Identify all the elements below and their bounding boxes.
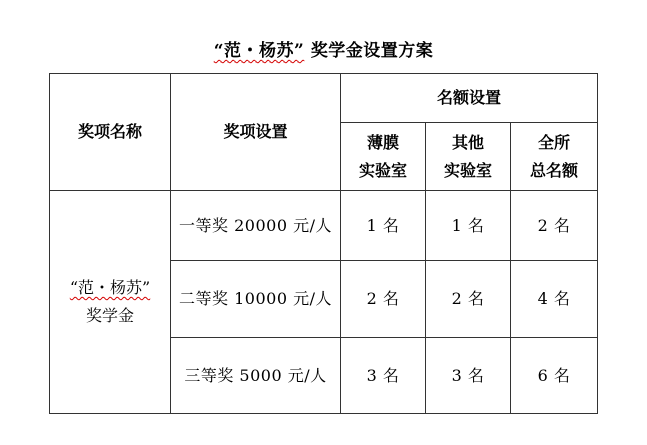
header-award-name: 奖项名称 <box>50 74 171 191</box>
table-row <box>50 191 598 261</box>
award-setting-second: 二等奖 10000 元/人 <box>171 261 341 338</box>
header-lab2-line1: 其他 <box>451 132 484 152</box>
total-quota-second: 4 名 <box>511 261 598 338</box>
header-lab1-line1: 薄膜 <box>366 132 399 152</box>
award-setting-first: 一等奖 20000 元/人 <box>171 191 341 261</box>
lab1-quota-third: 3 名 <box>341 338 426 414</box>
lab2-quota-first: 1 名 <box>426 191 511 261</box>
award-name-line2: 奖学金 <box>85 306 134 325</box>
header-lab2 <box>426 123 511 191</box>
total-quota-third: 6 名 <box>511 338 598 414</box>
lab1-quota-second: 2 名 <box>341 261 426 338</box>
award-name-quoted: “范・杨苏” <box>69 278 151 297</box>
award-setting-third: 三等奖 5000 元/人 <box>171 338 341 414</box>
header-quota-setting: 名额设置 <box>341 74 598 123</box>
header-total-line1: 全所 <box>537 132 570 152</box>
award-name-line1 <box>50 274 170 302</box>
header-total-line2: 总名额 <box>529 160 578 180</box>
title-quoted-name: “范・杨苏” <box>213 41 305 61</box>
scholarship-table <box>49 73 598 414</box>
lab1-quota-first: 1 名 <box>341 191 426 261</box>
document-title <box>0 36 647 61</box>
total-quota-first: 2 名 <box>511 191 598 261</box>
header-lab1 <box>341 123 426 191</box>
lab2-quota-second: 2 名 <box>426 261 511 338</box>
header-award-setting: 奖项设置 <box>171 74 341 191</box>
header-lab1-line2: 实验室 <box>358 160 407 180</box>
title-suffix: 奖学金设置方案 <box>304 41 434 61</box>
header-total <box>511 123 598 191</box>
award-name-cell <box>50 191 171 414</box>
header-lab2-line2: 实验室 <box>443 160 492 180</box>
lab2-quota-third: 3 名 <box>426 338 511 414</box>
header-row-1 <box>50 74 598 123</box>
